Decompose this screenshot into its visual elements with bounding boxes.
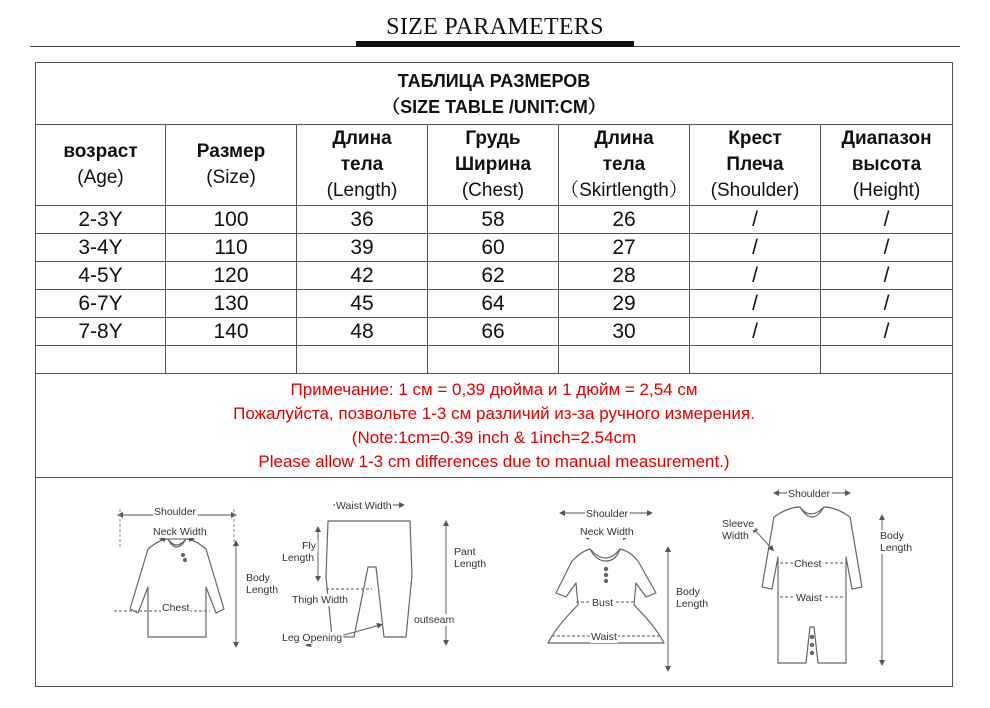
cell-size: 130 — [166, 290, 297, 318]
cell-shoulder: / — [690, 234, 821, 262]
cell-height: / — [821, 290, 953, 318]
column-header-line1: Крест — [728, 128, 782, 149]
pants-fly-length-label: Length — [282, 552, 315, 564]
romper-body-label: Body — [880, 530, 904, 542]
dress-neck-label: Neck Width — [580, 526, 634, 538]
cell-height: / — [821, 206, 953, 234]
cell-skirtlength: 26 — [559, 206, 690, 234]
romper-diagram — [754, 493, 882, 663]
empty-cell — [297, 346, 428, 374]
pants-fly-label: Fly — [302, 540, 316, 552]
empty-cell — [36, 346, 166, 374]
table-row — [36, 234, 953, 262]
romper-outline — [762, 507, 862, 663]
page-title: SIZE PARAMETERS — [386, 14, 604, 40]
dress-shoulder-label: Shoulder — [586, 508, 629, 520]
column-header-line3: (Chest) — [461, 180, 525, 201]
column-header-line3: (Height) — [852, 180, 921, 201]
table-row — [36, 290, 953, 318]
cell-chest: 66 — [428, 318, 559, 346]
cell-shoulder: / — [690, 318, 821, 346]
dress-waist-label: Waist — [591, 631, 617, 643]
column-header-height — [821, 125, 953, 206]
column-header-line1: Диапазон — [841, 128, 932, 149]
column-header-line2: Плеча — [726, 154, 784, 175]
cell-shoulder: / — [690, 262, 821, 290]
cell-skirtlength: 27 — [559, 234, 690, 262]
cell-skirtlength: 29 — [559, 290, 690, 318]
cell-age: 4-5Y — [36, 262, 166, 290]
cell-age: 3-4Y — [36, 234, 166, 262]
cell-length: 36 — [297, 206, 428, 234]
title-underline-bar — [356, 41, 634, 47]
table-title-row — [36, 63, 953, 125]
cell-shoulder: / — [690, 206, 821, 234]
dress-length-label: Length — [676, 598, 709, 610]
note-line: Please allow 1-3 cm differences due to manual measurement.) — [258, 451, 730, 471]
pants-outline — [326, 521, 412, 637]
column-header-row — [36, 125, 953, 206]
pants-leg-label: Leg Opening — [282, 632, 343, 644]
dress-bust-label: Bust — [592, 597, 614, 609]
pants-waist-label: Waist Width — [336, 500, 392, 512]
column-header-line1: возраст — [63, 141, 138, 162]
note-cell — [36, 374, 953, 478]
cell-size: 140 — [166, 318, 297, 346]
cell-size: 120 — [166, 262, 297, 290]
column-header-line1: Длина — [594, 128, 654, 149]
shirt-length-label: Length — [246, 584, 279, 596]
cell-skirtlength: 30 — [559, 318, 690, 346]
column-header-age — [36, 125, 166, 206]
shirt-chest-label: Chest — [162, 602, 190, 614]
romper-sleeve-label: Sleeve — [722, 518, 755, 530]
romper-shoulder-label: Shoulder — [788, 488, 831, 500]
column-header-line1: Грудь — [465, 128, 521, 149]
table-title: ТАБЛИЦА РАЗМЕРОВ — [397, 70, 591, 91]
table-row — [36, 318, 953, 346]
note-row — [36, 374, 953, 478]
dress-body-label: Body — [676, 586, 700, 598]
empty-cell — [690, 346, 821, 374]
note-line: (Note:1cm=0.39 inch & 1inch=2.54cm — [351, 427, 637, 447]
column-header-line3: （Skirtlength） — [560, 180, 688, 201]
column-header-line3: (Length) — [326, 180, 398, 201]
shirt-body-label: Body — [246, 572, 270, 584]
shirt-collar — [168, 539, 186, 547]
column-header-chest — [428, 125, 559, 206]
cell-length: 48 — [297, 318, 428, 346]
column-header-length — [297, 125, 428, 206]
cell-chest: 64 — [428, 290, 559, 318]
cell-age: 7-8Y — [36, 318, 166, 346]
cell-age: 2-3Y — [36, 206, 166, 234]
table-row-empty — [36, 346, 953, 374]
cell-length: 45 — [297, 290, 428, 318]
table-title-cell — [36, 63, 953, 125]
romper-length-label: Length — [880, 542, 913, 554]
shirt-neck-label: Neck Width — [153, 526, 207, 538]
pants-pant-length-label: Length — [454, 558, 487, 570]
empty-cell — [821, 346, 953, 374]
cell-length: 39 — [297, 234, 428, 262]
romper-chest-label: Chest — [794, 558, 822, 570]
note-line: Пожалуйста, позвольте 1-3 см различий из-за ручного измерения. — [233, 403, 755, 423]
cell-height: / — [821, 234, 953, 262]
note-line: Примечание: 1 см = 0,39 дюйма и 1 дюйм = 2,54 см — [290, 379, 698, 399]
dress-outline — [548, 549, 664, 643]
column-header-skirtlength — [559, 125, 690, 206]
cell-age: 6-7Y — [36, 290, 166, 318]
romper-sleeve-width-label: Width — [722, 530, 749, 542]
column-header-line2: Ширина — [454, 154, 532, 175]
table-row — [36, 206, 953, 234]
cell-chest: 62 — [428, 262, 559, 290]
column-header-line2: тела — [340, 154, 384, 175]
cell-chest: 58 — [428, 206, 559, 234]
romper-collar — [800, 507, 824, 517]
empty-cell — [166, 346, 297, 374]
table-subtitle: （SIZE TABLE /UNIT:CM） — [382, 96, 606, 117]
column-header-shoulder — [690, 125, 821, 206]
cell-height: / — [821, 318, 953, 346]
column-header-line3: (Shoulder) — [710, 180, 800, 201]
shirt-outline — [130, 539, 224, 637]
measurement-diagrams — [36, 477, 951, 685]
column-header-line2: высота — [851, 154, 922, 175]
pants-thigh-label: Thigh Width — [292, 594, 349, 606]
empty-cell — [559, 346, 690, 374]
column-header-size — [166, 125, 297, 206]
column-header-line3: (Age) — [77, 167, 124, 188]
column-header-line1: Длина — [332, 128, 392, 149]
shirt-shoulder-label: Shoulder — [154, 506, 197, 518]
cell-size: 100 — [166, 206, 297, 234]
cell-skirtlength: 28 — [559, 262, 690, 290]
cell-height: / — [821, 262, 953, 290]
cell-shoulder: / — [690, 290, 821, 318]
romper-waist-label: Waist — [796, 592, 822, 604]
empty-cell — [428, 346, 559, 374]
table-row — [36, 262, 953, 290]
pants-outseam-label: outseam — [414, 614, 455, 626]
cell-chest: 60 — [428, 234, 559, 262]
column-header-line3: (Size) — [206, 167, 256, 188]
column-header-line2: тела — [602, 154, 646, 175]
pants-pant-label: Pant — [454, 546, 476, 558]
column-header-line1: Размер — [196, 141, 266, 162]
cell-size: 110 — [166, 234, 297, 262]
cell-length: 42 — [297, 262, 428, 290]
diagram-labels — [152, 488, 913, 644]
